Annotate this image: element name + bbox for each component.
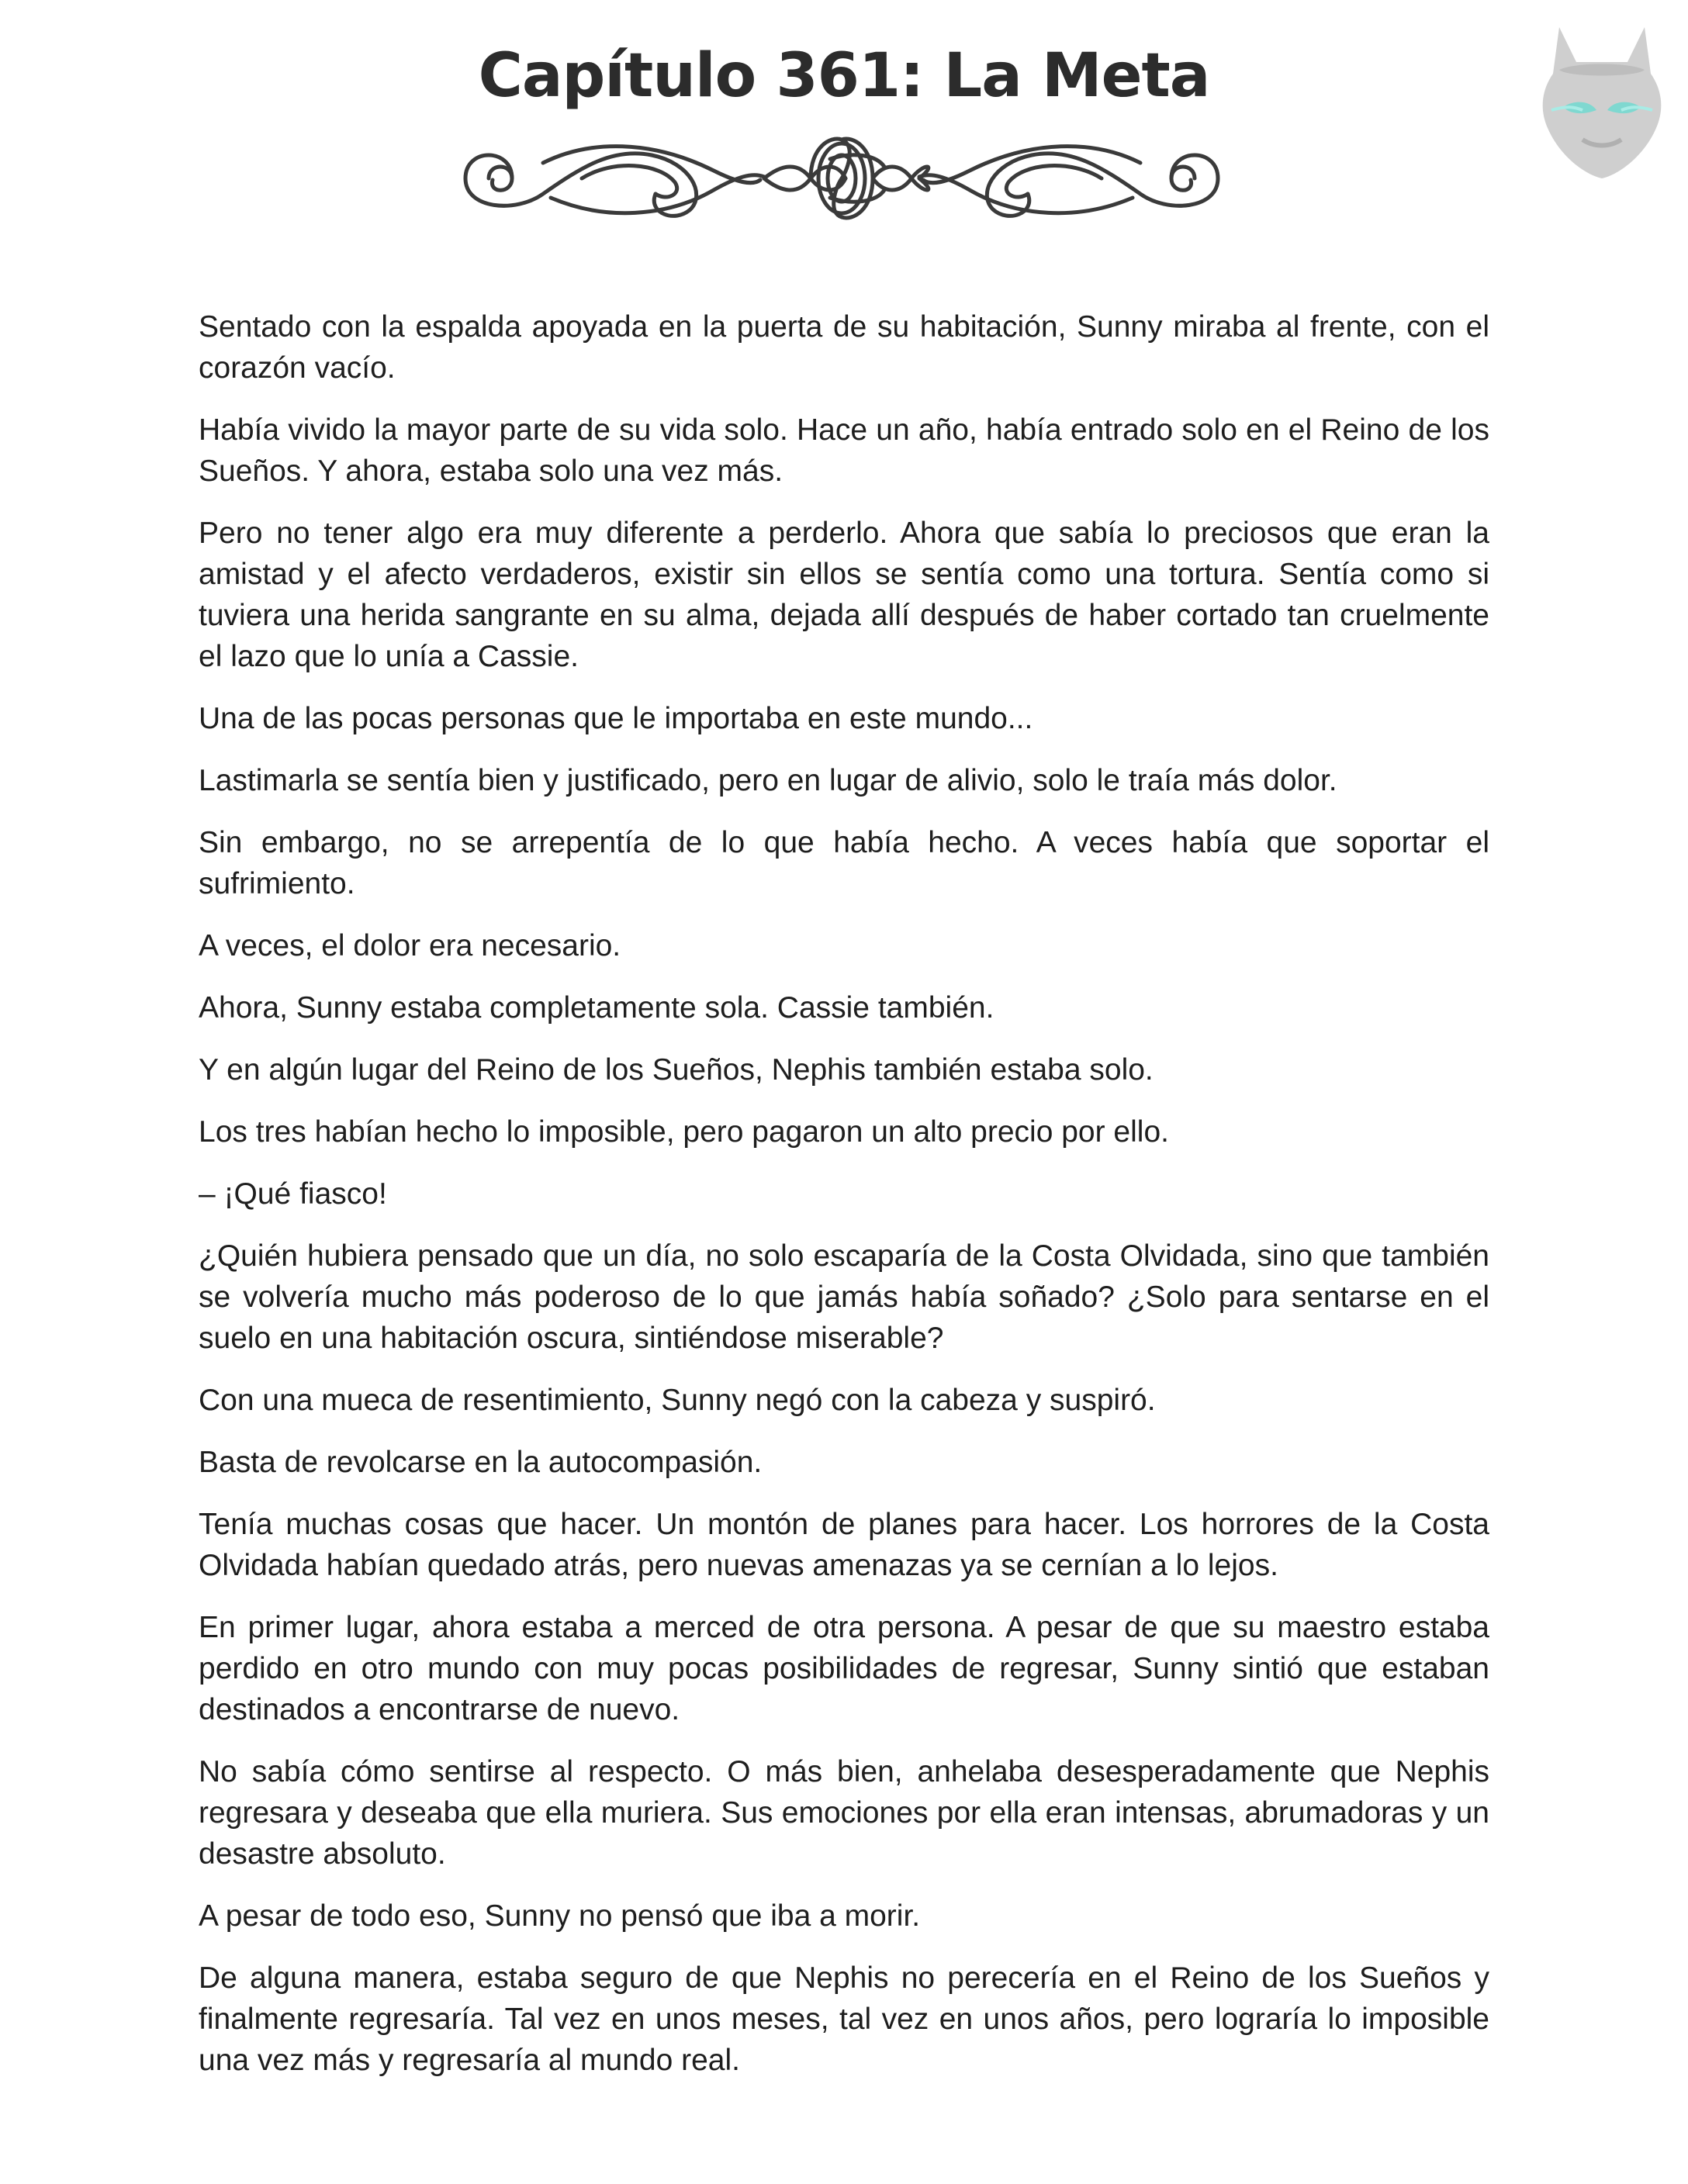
chapter-body [199, 306, 1489, 2102]
chapter-title: Capítulo 361: La Meta [478, 41, 1210, 111]
flourish-divider-icon [458, 124, 1226, 233]
paragraph: Una de las pocas personas que le importaba en este mundo... [199, 702, 1033, 735]
paragraph: Y en algún lugar del Reino de los Sueños, Nephis también estaba solo. [199, 1053, 1154, 1087]
paragraph: Pero no tener algo era muy diferente a perderlo. Ahora que sabía lo preciosos que eran la amistad y el afecto verdaderos, existir sin ellos se sentía como una tortura. Sentía como si tuviera una herida sangrante en su alma, dejada allí después de haber cortado tan cruelmente el lazo que lo unía a Cassie. [199, 517, 1489, 673]
paragraph: Había vivido la mayor parte de su vida solo. Hace un año, había entrado solo en el Reino de los Sueños. Y ahora, estaba solo una vez más. [199, 413, 1489, 488]
paragraph: A pesar de todo eso, Sunny no pensó que iba a morir. [199, 1899, 921, 1933]
paragraph: ¿Quién hubiera pensado que un día, no solo escaparía de la Costa Olvidada, sino que también se volvería mucho más poderoso de lo que jamás había soñado? ¿Solo para sentarse en el suelo en una habitación oscura, sintiéndose miserable? [199, 1239, 1489, 1355]
paragraph: Sin embargo, no se arrepentía de lo que había hecho. A veces había que soportar el sufrimiento. [199, 826, 1489, 900]
paragraph: A veces, el dolor era necesario. [199, 929, 621, 962]
paragraph: En primer lugar, ahora estaba a merced de otra persona. A pesar de que su maestro estaba perdido en otro mundo con muy pocas posibilidades de regresar, Sunny sintió que estaban destinados a encontrarse de nuevo. [199, 1611, 1489, 1726]
paragraph: Lastimarla se sentía bien y justificado, pero en lugar de alivio, solo le traía más dolor. [199, 764, 1337, 797]
paragraph: Con una mueca de resentimiento, Sunny negó con la cabeza y suspiró. [199, 1384, 1156, 1417]
paragraph: De alguna manera, estaba seguro de que Nephis no perecería en el Reino de los Sueños y finalmente regresaría. Tal vez en unos meses, tal vez en unos años, pero lograría lo imposible una vez más y regresaría al mundo real. [199, 1961, 1489, 2077]
paragraph: Ahora, Sunny estaba completamente sola. Cassie también. [199, 991, 994, 1025]
horned-mask-logo-icon [1528, 16, 1676, 182]
paragraph: No sabía cómo sentirse al respecto. O más bien, anhelaba desesperadamente que Nephis regresara y deseaba que ella muriera. Sus emociones por ella eran intensas, abrumadoras y un desastre absoluto. [199, 1755, 1489, 1871]
paragraph: Tenía muchas cosas que hacer. Un montón de planes para hacer. Los horrores de la Costa Olvidada habían quedado atrás, pero nuevas amenazas ya se cernían a lo lejos. [199, 1508, 1489, 1582]
paragraph: Basta de revolcarse en la autocompasión. [199, 1446, 763, 1479]
paragraph: Los tres habían hecho lo imposible, pero pagaron un alto precio por ello. [199, 1115, 1169, 1149]
paragraph: – ¡Qué fiasco! [199, 1177, 387, 1211]
paragraph: Sentado con la espalda apoyada en la puerta de su habitación, Sunny miraba al frente, con el corazón vacío. [199, 310, 1489, 385]
